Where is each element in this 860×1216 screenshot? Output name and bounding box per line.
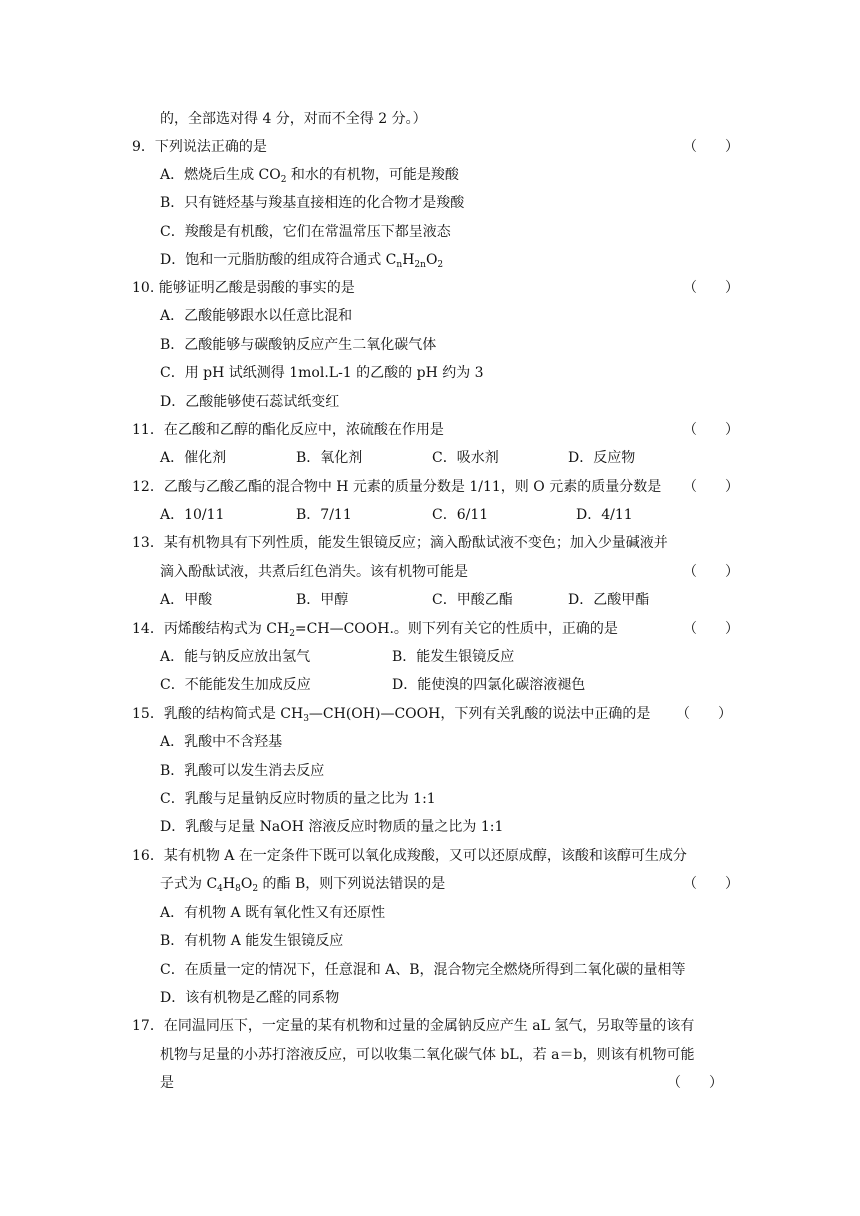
question-14-option-a: A．能与钠反应放出氢气 — [160, 649, 311, 665]
question-14-option-b: B．能发生银镜反应 — [392, 649, 515, 665]
question-10-option-c: C．用 pH 试纸测得 1mol.L-1 的乙酸的 pH 约为 3 — [160, 365, 484, 381]
question-16-option-c: C．在质量一定的情况下，任意混和 A、B，混合物完全燃烧所得到二氧化碳的量相等 — [160, 962, 686, 978]
question-14-option-c: C．不能能发生加成反应 — [160, 677, 311, 693]
question-16-option-b: B．有机物 A 能发生银镜反应 — [160, 933, 344, 949]
question-9-option-c: C．羧酸是有机酸，它们在常温常压下都呈液态 — [160, 224, 451, 240]
question-13-option-b: B．甲醇 — [296, 592, 349, 608]
question-10-stem: 10. 能够证明乙酸是弱酸的事实的是 — [132, 280, 355, 296]
answer-blank: （ ） — [683, 280, 739, 296]
question-14-stem: 14．丙烯酸结构式为 $CH_2=CH—COOH$.。则下列有关它的性质中，正确的是 — [132, 621, 618, 639]
question-17-stem-line-2: 机物与足量的小苏打溶液反应，可以收集二氧化碳气体 bL，若 a＝b，则该有机物可能 — [160, 1047, 695, 1063]
answer-blank: （ ） — [683, 479, 739, 495]
question-9-option-b: B．只有链烃基与羧基直接相连的化合物才是羧酸 — [160, 195, 465, 211]
answer-blank: （ ） — [683, 564, 739, 580]
question-15-option-a: A．乳酸中不含羟基 — [160, 734, 283, 750]
question-12-option-c: C．6/11 — [432, 507, 489, 523]
question-9-option-d: D．饱和一元脂肪酸的组成符合通式 $C_nH_{2n}O_2$ — [160, 252, 444, 270]
question-15-option-c: C．乳酸与足量钠反应时物质的量之比为 1:1 — [160, 791, 436, 807]
question-9-option-a: A．燃烧后生成 $CO_2$ 和水的有机物，可能是羧酸 — [160, 167, 459, 185]
question-12-option-a: A．10/11 — [160, 507, 225, 523]
question-15-option-b: B．乳酸可以发生消去反应 — [160, 763, 325, 779]
question-13-option-d: D．乙酸甲酯 — [568, 592, 650, 608]
question-13-option-c: C．甲酸乙酯 — [432, 592, 513, 608]
question-14-option-d: D．能使溴的四氯化碳溶液褪色 — [392, 677, 586, 693]
question-13-stem-line-1: 13．某有机物具有下列性质，能发生银镜反应；滴入酚酞试液不变色；加入少量碱液并 — [132, 535, 668, 551]
question-11-option-a: A．催化剂 — [160, 450, 227, 466]
question-16-stem-line-1: 16．某有机物 A 在一定条件下既可以氧化成羧酸，又可以还原成醇，该酸和该醇可生成分 — [132, 848, 687, 864]
answer-blank: （ ） — [683, 876, 739, 892]
question-16-stem-line-2: 子式为 $C_4H_8O_2$ 的酯 B，则下列说法错误的是 — [160, 876, 446, 894]
question-17-stem-line-3: 是 — [160, 1075, 174, 1091]
question-9-stem: 9．下列说法正确的是 — [132, 139, 267, 155]
answer-blank: （ ） — [676, 706, 732, 722]
question-11-option-d: D．反应物 — [568, 450, 636, 466]
question-17-stem-line-1: 17．在同温同压下，一定量的某有机物和过量的金属钠反应产生 aL 氢气，另取等量的该有 — [132, 1018, 695, 1034]
question-15-option-d: D．乳酸与足量 NaOH 溶液反应时物质的量之比为 1:1 — [160, 819, 504, 835]
question-12-option-b: B．7/11 — [296, 507, 352, 523]
question-10-option-a: A．乙酸能够跟水以任意比混和 — [160, 308, 353, 324]
answer-blank: （ ） — [683, 621, 739, 637]
question-12-option-d: D．4/11 — [576, 507, 633, 523]
question-15-stem: 15．乳酸的结构简式是 $CH_3—CH(OH)—COOH$，下列有关乳酸的说法中正确的是 — [132, 706, 651, 724]
question-11-option-b: B．氧化剂 — [296, 450, 363, 466]
question-13-option-a: A．甲酸 — [160, 592, 213, 608]
question-11-stem: 11．在乙酸和乙醇的酯化反应中，浓硫酸在作用是 — [132, 422, 444, 438]
question-12-stem: 12．乙酸与乙酸乙酯的混合物中 H 元素的质量分数是 1/11，则 O 元素的质量分数是 — [132, 479, 662, 495]
question-10-option-d: D．乙酸能够使石蕊试纸变红 — [160, 394, 340, 410]
answer-blank: （ ） — [683, 139, 739, 155]
scoring-note: 的，全部选对得 4 分，对而不全得 2 分。） — [160, 111, 427, 127]
question-16-option-d: D．该有机物是乙醛的同系物 — [160, 990, 340, 1006]
question-11-option-c: C．吸水剂 — [432, 450, 499, 466]
question-13-stem-line-2: 滴入酚酞试液，共煮后红色消失。该有机物可能是 — [160, 564, 468, 580]
question-10-option-b: B．乙酸能够与碳酸钠反应产生二氧化碳气体 — [160, 337, 437, 353]
answer-blank: （ ） — [683, 422, 739, 438]
answer-blank: （ ） — [667, 1075, 723, 1091]
question-16-option-a: A．有机物 A 既有氧化性又有还原性 — [160, 905, 386, 921]
